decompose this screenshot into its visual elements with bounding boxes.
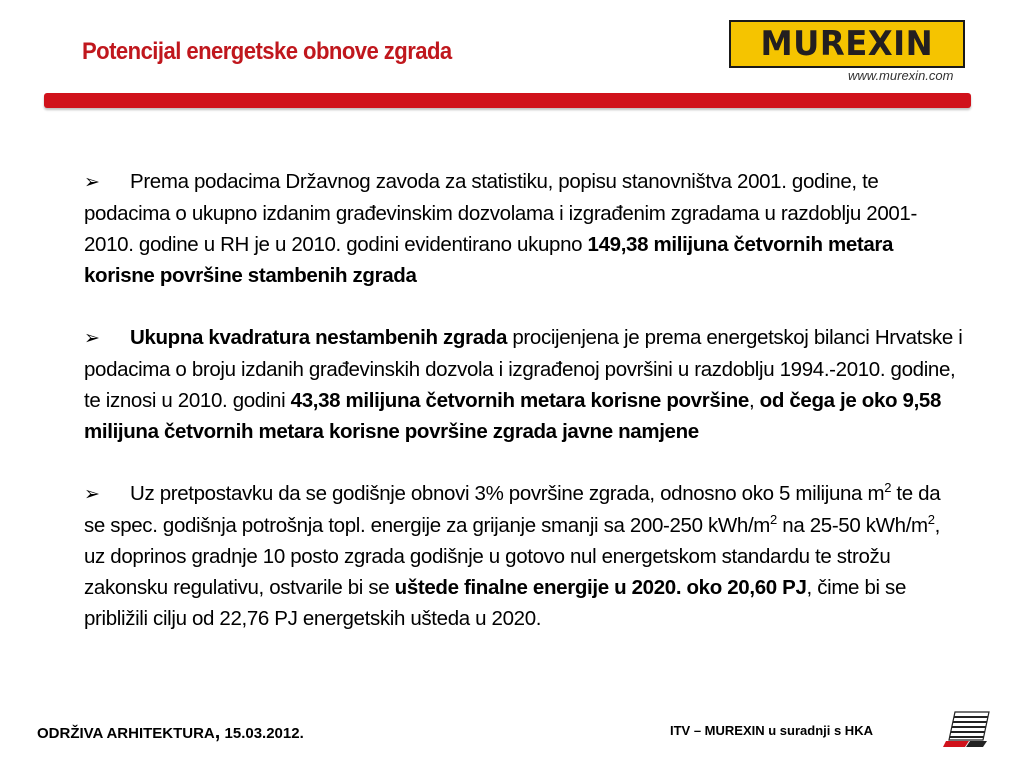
- text: te da se spec. godišnja potrošnja topl. energije za grijanje smanji sa 200-250 kWh/m: [84, 482, 941, 537]
- logo-text: MUREXIN: [760, 24, 934, 64]
- text: Prema podacima Državnog zavoda za statistiku, popisu stanovništva 2001. godine, te podacima o ukupno izdanim građevinskim dozvolama i izgrađenim zgradama u razdoblju 2001-2010. godine u RH je u 2010. godini evidentirano ukupno: [84, 170, 917, 256]
- bullet-paragraph: [84, 166, 964, 291]
- bold-text: 43,38 milijuna četvornih metara korisne površine: [290, 389, 749, 412]
- arrow-bullet-icon: ➢: [84, 484, 100, 505]
- bullet-paragraph: [84, 478, 964, 634]
- text: procijenjena je prema energetskoj bilanci Hrvatske i podacima o broju izdanih građevinskih dozvola i izgrađenoj površini u razdoblju 1994.-2010. godine, te iznosi u 2010. godini: [84, 326, 963, 412]
- text: Uz pretpostavku da se godišnje obnovi 3% površine zgrada, odnosno oko 5 milijuna m: [130, 482, 885, 505]
- superscript: 2: [927, 512, 935, 528]
- bullet-list: [84, 166, 964, 634]
- bold-text: uštede finalne energije u 2020. oko 20,60 PJ: [394, 576, 807, 599]
- bold-text: 149,38 milijuna četvornih metara korisne površine stambenih zgrada: [84, 233, 894, 287]
- footer-comma: ,: [214, 721, 221, 743]
- bullet-paragraph: [84, 322, 964, 447]
- text: , uz doprinos gradnje 10 posto zgrada godišnje u gotovo nul energetskom standardu te strožu zakonsku regulativu, ostvarile bi se: [84, 514, 941, 599]
- arrow-bullet-icon: ➢: [84, 328, 100, 349]
- footer-event: ODRŽIVA ARHITEKTURA: [37, 725, 215, 742]
- footer-right: ITV – MUREXIN u suradnji s HKA: [670, 723, 873, 738]
- footer-date: 15.03.2012.: [224, 725, 304, 742]
- text: , čime bi se približili cilju od 22,76 PJ energetskih ušteda u 2020.: [84, 576, 907, 630]
- text: na 25-50 kWh/m: [776, 514, 928, 537]
- bold-text: od čega je oko 9,58 milijuna četvornih metara korisne površine zgrada javne namjene: [84, 389, 942, 443]
- hka-logo-icon: [943, 710, 993, 748]
- logo-url: www.murexin.com: [848, 68, 954, 83]
- header-divider-bar: [44, 93, 971, 108]
- superscript: 2: [884, 480, 892, 496]
- slide-title: Potencijal energetske obnove zgrada: [82, 38, 452, 65]
- superscript: 2: [770, 512, 777, 528]
- footer-left: [37, 721, 304, 744]
- murexin-logo: [729, 20, 965, 68]
- text: ,: [748, 389, 760, 412]
- bold-text: Ukupna kvadratura nestambenih zgrada: [130, 326, 508, 349]
- arrow-bullet-icon: ➢: [84, 172, 100, 193]
